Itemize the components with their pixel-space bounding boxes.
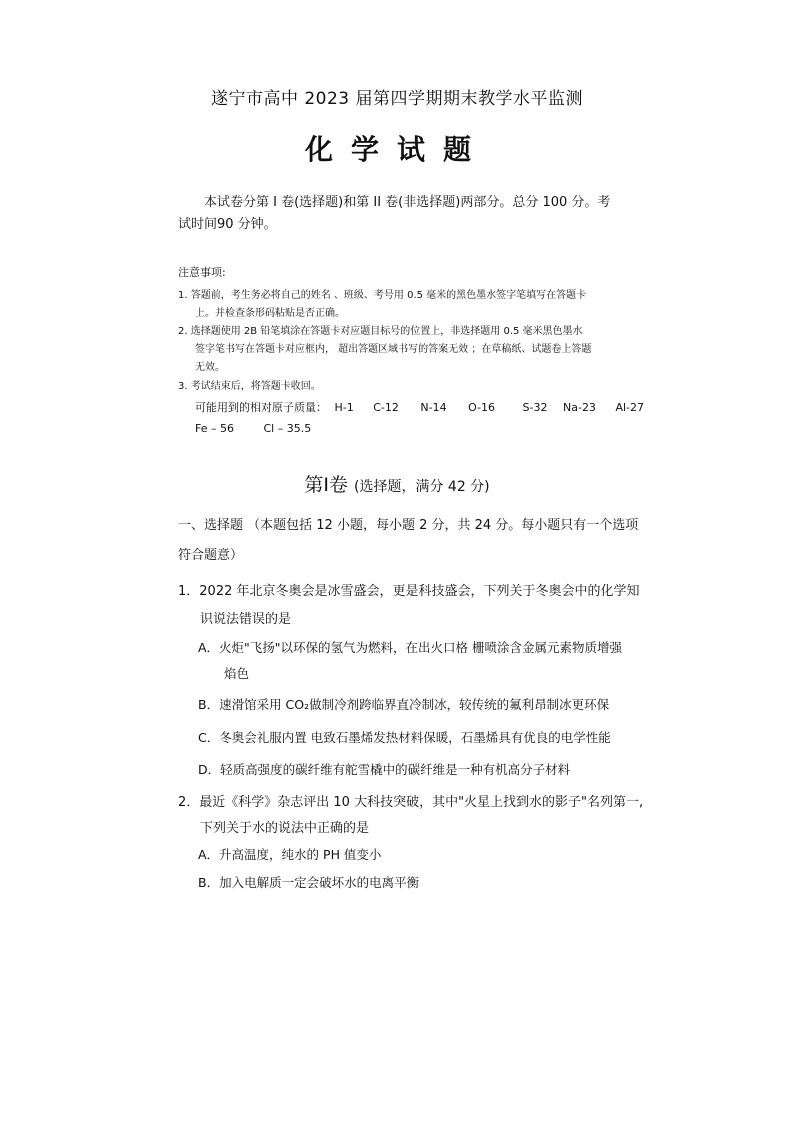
question-2-option-a: A．升高温度，纯水的 PH 值变小	[198, 847, 382, 862]
note-line: 2. 选择题使用 2B 铅笔填涂在答题卡对应题目标号的位置上，非选择题用 0.5 毫米黑色墨水	[178, 326, 583, 337]
note-line: 无效。	[195, 362, 225, 373]
notes-heading: 注意事项:	[178, 266, 226, 279]
exam-subtitle: 遂宁市高中 2023 届第四学期期末教学水平监测	[210, 89, 584, 109]
question-1-option-a: 焰色	[224, 666, 250, 681]
atom-mass: Al-27	[615, 401, 644, 414]
section-title	[0, 470, 794, 497]
question-2-stem: 2．最近《科学》杂志评出 10 大科技突破，其中"火星上找到水的影子"名列第一,	[178, 795, 644, 810]
atomic-masses-label: 可能用到的相对原子质量：	[195, 401, 327, 414]
atomic-masses-line-2	[195, 420, 311, 438]
question-1-option-d: D．轻质高强度的碳纤维有舵雪橇中的碳纤维是一种有机高分子材料	[198, 762, 571, 777]
question-1-stem: 识说法错误的是	[200, 612, 292, 627]
note-line: 3. 考试结束后，将答题卡收回。	[178, 381, 321, 392]
note-line: 1. 答题前，考生务必将自己的姓名 、班级、考号用 0.5 毫米的黑色墨水签字笔填写在答题卡	[178, 290, 587, 301]
question-2-option-b: B．加入电解质一定会破坏水的电离平衡	[198, 875, 420, 890]
atom-mass: H-1	[334, 401, 354, 414]
atom-mass: Fe – 56	[195, 422, 234, 435]
question-2-stem: 下列关于水的说法中正确的是	[200, 821, 370, 836]
section-title-main: 第Ⅰ卷	[304, 474, 348, 496]
atomic-masses-line-1	[195, 399, 644, 417]
question-1-option-b: B．速滑馆采用 CO₂做制冷剂跨临界直冷制冰，较传统的氟利昂制冰更环保	[198, 697, 610, 712]
section-intro: 符合题意）	[178, 548, 244, 563]
question-1-stem: 1．2022 年北京冬奥会是冰雪盛会，更是科技盛会，下列关于冬奥会中的化学知	[178, 584, 640, 599]
atom-mass: N-14	[420, 401, 447, 414]
note-line: 签字笔书写在答题卡对应框内， 超出答题区域书写的答案无效 ；在草稿纸、试题卷上答题	[195, 344, 592, 355]
question-1-option-a: A．火炬"飞扬"以环保的氢气为燃料，在出火口格 栅喷涂含金属元素物质增强	[198, 640, 623, 655]
exam-title: 化学试题	[304, 133, 489, 166]
section-title-sub: (选择题，满分 42 分)	[354, 479, 490, 495]
atom-mass: O-16	[468, 401, 496, 414]
atom-mass: Na-23	[563, 401, 596, 414]
atom-mass: S-32	[522, 401, 548, 414]
atom-mass: C-12	[373, 401, 399, 414]
question-1-option-c: C．冬奥会礼服内置 电致石墨烯发热材料保暖，石墨烯具有优良的电学性能	[198, 730, 611, 745]
note-line: 上。并检查条形码粘贴是否正确。	[195, 308, 345, 319]
exam-intro: 本试卷分第 I 卷(选择题)和第 II 卷(非选择题)两部分。总分 100 分。考试时间90 分钟。	[178, 195, 611, 232]
section-intro: 一、选择题 （本题包括 12 小题，每小题 2 分，共 24 分。每小题只有一个选项	[178, 518, 639, 533]
atom-mass: Cl – 35.5	[263, 422, 312, 435]
